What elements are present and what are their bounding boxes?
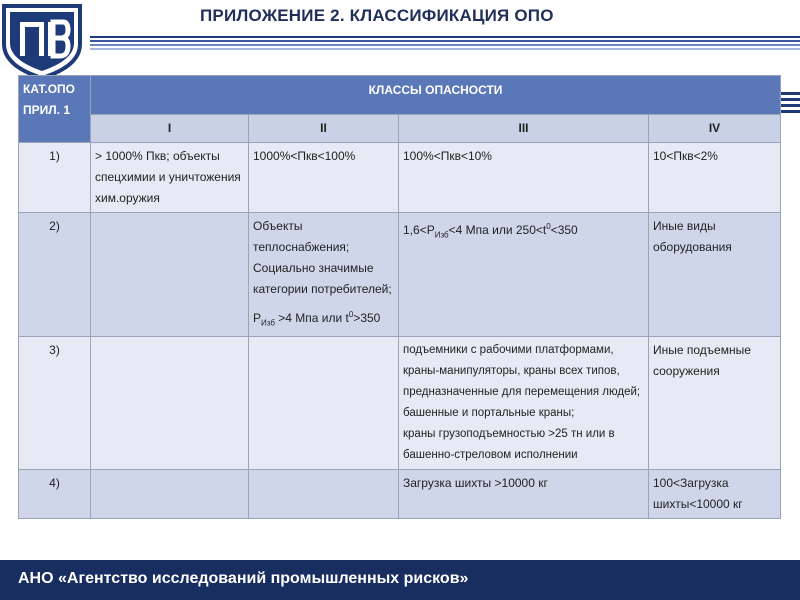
cell-line: башенные и портальные краны; bbox=[403, 407, 575, 420]
temperature-superscript: 0 bbox=[546, 222, 551, 231]
temperature-superscript: 0 bbox=[348, 310, 354, 319]
cell-class-3 bbox=[399, 213, 649, 337]
class-label-2: II bbox=[249, 115, 399, 143]
cell-class-1 bbox=[91, 213, 249, 337]
class-label-3: III bbox=[399, 115, 649, 143]
category-header-label: КАТ.ОПО ПРИЛ. 1 bbox=[23, 82, 75, 117]
table-header-row bbox=[19, 76, 781, 115]
cell-class-4: 100<Загрузка шихты<10000 кг bbox=[649, 470, 781, 519]
table-row bbox=[19, 470, 781, 519]
classification-table bbox=[18, 75, 781, 519]
table-row bbox=[19, 213, 781, 337]
classes-header: КЛАССЫ ОПАСНОСТИ bbox=[91, 76, 781, 115]
pressure-subscript: Изб bbox=[434, 230, 449, 240]
cell-class-1: > 1000% Пкв; объекты спецхимии и уничтожения хим.оружия bbox=[91, 143, 249, 213]
table-row bbox=[19, 143, 781, 213]
pressure-text: 1,6<P bbox=[403, 223, 435, 237]
row-number: 2) bbox=[19, 213, 91, 337]
class-label-4: IV bbox=[649, 115, 781, 143]
pressure-symbol: P bbox=[253, 311, 262, 325]
row-number: 1) bbox=[19, 143, 91, 213]
cell-class-2: 1000%<Пкв<100% bbox=[249, 143, 399, 213]
table-row bbox=[19, 337, 781, 470]
cell-line: Социально значимые категории потребителей; bbox=[253, 261, 392, 296]
cell-line: подъемники с рабочими платформами, bbox=[403, 344, 614, 357]
cell-class-4: Иные виды оборудования bbox=[649, 213, 781, 337]
class-label-1: I bbox=[91, 115, 249, 143]
cell-class-2 bbox=[249, 470, 399, 519]
cell-class-3: Загрузка шихты >10000 кг bbox=[399, 470, 649, 519]
temperature-text: >350 bbox=[353, 311, 381, 325]
cell-line: краны-манипуляторы, краны всех типов, предназначенные для перемещения людей; bbox=[403, 365, 641, 399]
footer-organization-name: АНО «Агентство исследований промышленных рисков» bbox=[18, 570, 469, 587]
row-number: 4) bbox=[19, 470, 91, 519]
class-labels-row bbox=[19, 115, 781, 143]
footer-bar bbox=[0, 560, 800, 600]
page-title: ПРИЛОЖЕНИЕ 2. КЛАССИФИКАЦИЯ ОПО bbox=[200, 6, 554, 25]
company-logo-shield bbox=[0, 0, 84, 80]
row-number: 3) bbox=[19, 337, 91, 470]
pressure-text: >4 Мпа или t bbox=[274, 311, 349, 325]
pressure-text: <4 Мпа или 250<t bbox=[448, 223, 547, 237]
pressure-subscript: Изб bbox=[261, 318, 275, 328]
cell-line: краны грузоподъемностью >25 тн или в башенно-стреловом исполнении bbox=[403, 428, 615, 462]
cell-class-3 bbox=[399, 337, 649, 470]
cell-class-2 bbox=[249, 337, 399, 470]
temperature-text: <350 bbox=[550, 223, 578, 237]
cell-class-3: 100%<Пкв<10% bbox=[399, 143, 649, 213]
cell-class-1 bbox=[91, 337, 249, 470]
cell-class-4: 10<Пкв<2% bbox=[649, 143, 781, 213]
cell-class-1 bbox=[91, 470, 249, 519]
cell-line: Объекты теплоснабжения; bbox=[253, 219, 350, 254]
category-header bbox=[19, 76, 91, 143]
cell-class-4: Иные подъемные сооружения bbox=[649, 337, 781, 470]
cell-class-2 bbox=[249, 213, 399, 337]
side-stripes bbox=[780, 92, 800, 116]
pressure-condition bbox=[253, 304, 394, 333]
header-stripes bbox=[90, 36, 800, 52]
